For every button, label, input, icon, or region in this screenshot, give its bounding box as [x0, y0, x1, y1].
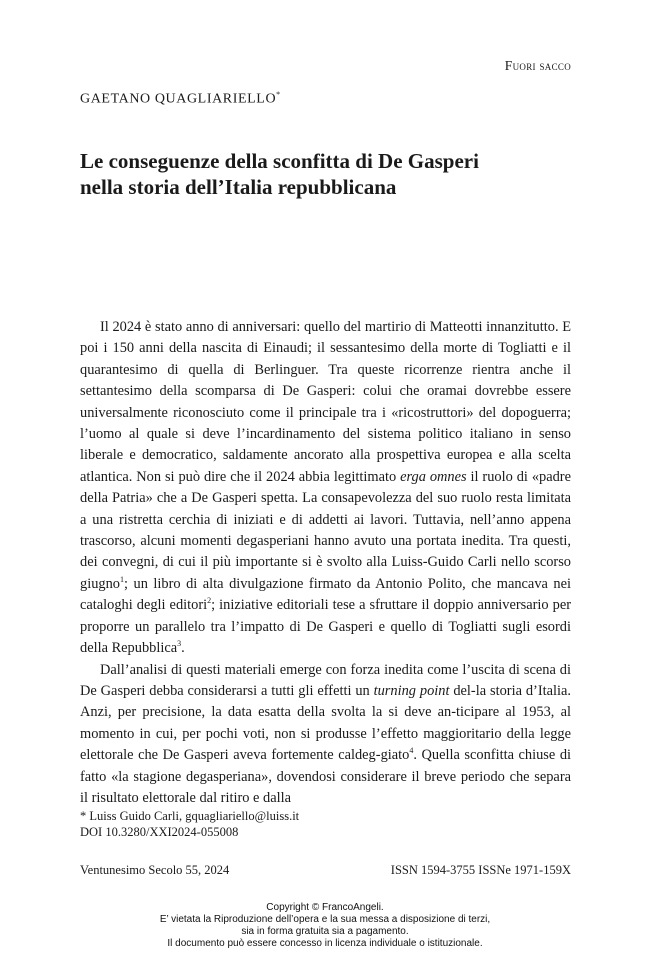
author-footnote — [80, 808, 299, 840]
author-name — [80, 90, 281, 108]
text-segment: nanzitutto. E poi i 150 anni della nascita di Einaudi; il sessantesimo della — [80, 319, 572, 357]
text-segment: la storia d’Italia. Anzi, per precisione, la data esatta della svolta la si deve an- — [80, 682, 571, 721]
copyright-line-4: Il documento può essere concesso in licenza individuale o istituzionale. — [167, 938, 483, 949]
copyright-notice — [0, 902, 650, 950]
paragraph-2 — [80, 660, 571, 810]
footnote-ref: 1 — [119, 575, 124, 585]
footnote-ref: 2 — [207, 596, 212, 606]
text-segment: maggioritario della legge elettorale che De Gasperi aveva fortemente caldeg- — [80, 725, 571, 764]
copyright-line-1: Copyright © FrancoAngeli. — [266, 902, 384, 913]
title-line-1: Le conseguenze della sconfitta di De Gasperi — [80, 149, 479, 173]
paragraph-1 — [80, 317, 571, 660]
text-segment: Gasperi spetta. La consapevolezza del suo ruolo resta limitata a una ristretta — [80, 490, 571, 528]
text-segment: doppio anniversario per proporre un parallelo tra l’impatto di De Gasperi e — [80, 597, 571, 635]
copyright-line-3: sia in forma gratuita sia a pagamento. — [241, 926, 409, 937]
article-body — [80, 317, 571, 809]
text-segment: 2024 abbia legittimato — [266, 468, 401, 485]
copyright-line-2: E’ vietata la Riproduzione dell’opera e la sua messa a disposizione di terzi, — [159, 914, 491, 925]
text-segment: il ruolo di «padre della Patria» che a De — [80, 468, 571, 507]
text-segment: ; un libro di alta divulgazione firmato da Antonio Polito, che — [123, 575, 492, 592]
text-segment: scena di De Gasperi debba considerarsi a tutti gli effetti un — [80, 661, 572, 699]
section-label-text: Fuori sacco — [504, 58, 571, 73]
footnote-ref: 4 — [409, 746, 414, 756]
text-segment: del- — [449, 682, 476, 699]
journal-info: Ventunesimo Secolo 55, 2024 — [80, 863, 230, 877]
article-title — [80, 148, 580, 200]
text-segment: oramai dovrebbe essere universalmente riconosciuto come il principale tra — [80, 383, 571, 421]
text-segment: cerchia di iniziati e di addetti ai lavori. Tuttavia, nell’anno appena trascorso, — [80, 511, 571, 550]
text-segment: alcuni momenti degasperiani hanno avuto una portata inedita. Tra questi, — [140, 533, 571, 550]
footnote-ref: 3 — [177, 639, 182, 649]
issn-info: ISSN 1594-3755 ISSNe 1971-159X — [390, 863, 571, 877]
text-segment: corato alla prospettiva europea e alla scelta atlantica. Non si può dire che il — [80, 447, 571, 485]
section-label — [505, 58, 571, 74]
text-segment: dei convegni, di cui il più importante si è svolto alla Luiss-Guido Carli nello — [80, 554, 530, 571]
footnote-affiliation: * Luiss Guido Carli, gquagliariello@luiss.it — [80, 809, 300, 823]
text-segment: considerare il breve periodo che separa il risultato elettorale dal ritiro e dalla — [80, 768, 571, 806]
title-line-2: nella storia dell’Italia repubblicana — [80, 175, 397, 199]
text-segment: i «ricostruttori» del dopoguerra; l’uomo al quale si deve l’incardinamento — [80, 404, 571, 443]
text-segment: . Quella sconfitta chiuse di fatto «la stagione degasperiana», dovendosi — [80, 747, 572, 785]
text-segment: Il 2024 è stato anno di anniversari: quello del martirio di Matteotti in — [100, 319, 498, 335]
italic-term: turning point — [373, 682, 450, 699]
text-segment: renze rientra anche il settantesimo della scomparsa di De Gasperi: colui che — [80, 361, 572, 400]
text-segment: ; iniziative editoriali tese a sfruttare il — [211, 597, 430, 614]
text-segment: giato — [380, 747, 410, 764]
italic-term: erga omnes — [400, 468, 467, 485]
text-segment: scorso giugno — [80, 554, 571, 592]
text-segment: . — [181, 640, 185, 657]
text-segment: quello di Togliatti sugli esordi della Repubblica — [80, 618, 571, 657]
text-segment: ticipare al 1953, al momento in cui, per pochi voti, non si produsse l’effetto — [80, 704, 571, 742]
text-segment: morte di Togliatti e il quarantesimo di quella di Berlinguer. Tra queste ricor — [80, 340, 572, 378]
text-segment: del sistema politico italiano in senso liberale e democratico, saldamente an — [80, 426, 571, 464]
author-footnote-marker: * — [276, 90, 281, 99]
text-segment: Dall’analisi di questi materiali emerge con forza inedita come l’uscita di — [100, 661, 520, 678]
author-text: GAETANO QUAGLIARIELLO — [80, 91, 277, 107]
footnote-doi: DOI 10.3280/XXI2024-055008 — [80, 825, 239, 839]
text-segment: mancava nei cataloghi degli editori — [80, 575, 571, 614]
